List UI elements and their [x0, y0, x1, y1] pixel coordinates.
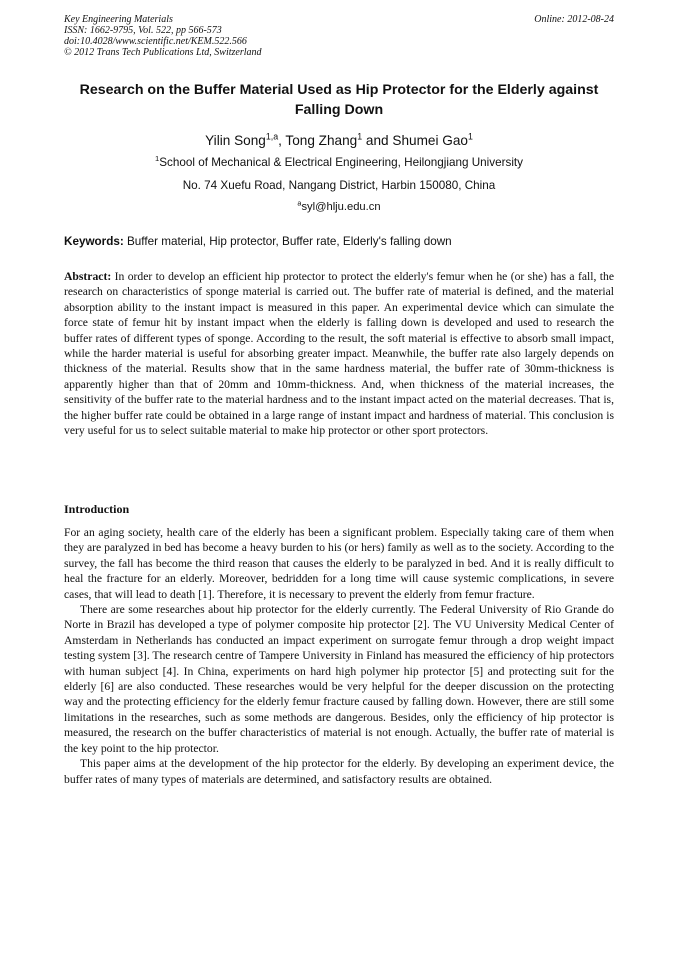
keywords-text: Buffer material, Hip protector, Buffer rate, Elderly's falling down — [123, 235, 452, 248]
abstract — [64, 269, 614, 438]
author-3-sup: 1 — [467, 131, 473, 142]
journal-name: Key Engineering Materials — [64, 14, 173, 25]
abstract-text: In order to develop an efficient hip protector to protect the elderly's femur when he (or she) has a fall, the research on characteristics of sponge material is carried out. The buffer rate of material is defined, and the material absorption ability to the instant impact is measured in this paper. An experimental device which can simulate the force state of femur hit by instant impact when the elderly is falling down is developed and used to research the buffer rates of different types of sponge. According to the result, the soft material is effective to absorb small impact, while the harder material is useful for absorbing greater impact. Meanwhile, the buffer rate also largely depends on thickness of the material. Results show that in the same hardness material, the buffer rate of 30mm-thickness is apparently higher than that of 20mm and 10mm-thickness. And, when thickness of the material increases, the sensitivity of the buffer rate to the material hardness and to the instant impact acted on the material decreases. That is, the higher buffer rate could be obtained in a large range of instant impact and hardness of material. This conclusion is very useful for us to select suitable material to make hip protector or other sport protectors. — [64, 270, 614, 438]
introduction-body — [64, 525, 614, 787]
author-3: and Shumei Gao — [362, 133, 468, 148]
issn-line: ISSN: 1662-9795, Vol. 522, pp 566-573 — [64, 25, 222, 36]
intro-paragraph-2: There are some researches about hip protector for the elderly currently. The Federal University of Rio Grande do Norte in Brazil has developed a type of polymer composite hip protector [2]. The VU University Medical Center of Amsterdam in Netherlands has conducted an impact experiment on surrogate femur through a drop weight impact testing system [3]. The research centre of Tampere University in Finland has measured the efficiency of hip protectors with human subject [4]. In China, experiments on hard high polymer hip protector [5] and protecting suit for the elderly [6] are also conducted. These researches would be very helpful for the deeper discussion on the protecting way and the protecting efficiency for the elderly femur fracture caused by falling down. However, there are still some limitations in the researches, such as some methods are dangerous. Besides, only the efficiency of hip protector is measured, the research on the buffer characteristics of material is not enough. Actually, the buffer rate of material is the key point to the hip protector. — [64, 603, 614, 755]
email-address: syl@hlju.edu.cn — [301, 201, 381, 213]
keywords — [64, 235, 614, 248]
copyright-line: © 2012 Trans Tech Publications Ltd, Switzerland — [64, 47, 262, 58]
intro-paragraph-3: This paper aims at the development of the hip protector for the elderly. By developing an experiment device, the buffer rates of many types of materials are determined, and satisfactory results are obtained. — [64, 757, 614, 786]
email-line — [64, 198, 614, 213]
intro-paragraph-1: For an aging society, health care of the elderly has been a significant problem. Especially taking care of them when they are paralyzed in bed has become a heavy burden to his (or hers) family as well as to the society. According to the survey, the fall has become the third reason that causes the elderly to be paralyzed in bed. And it is really difficult to heal the fracture for an elderly. Moreover, bedridden for a long time will cause systemic complications, in severe cases, that will lead to death [1]. Therefore, it is necessary to prevent the elderly from femur fracture. — [64, 526, 614, 601]
introduction-heading: Introduction — [64, 502, 130, 516]
affiliation-line-1 — [64, 156, 614, 169]
author-2-sup: 1 — [357, 131, 363, 142]
author-2: , Tong Zhang — [278, 133, 358, 148]
email-sup: a — [297, 198, 302, 208]
paper-title: Research on the Buffer Material Used as Hip Protector for the Elderly against Falling Down — [79, 82, 599, 118]
affiliation-text-1: School of Mechanical & Electrical Engineering, Heilongjiang University — [159, 156, 524, 169]
affiliation-line-2: No. 74 Xuefu Road, Nangang District, Harbin 150080, China — [182, 179, 496, 192]
keywords-label: Keywords: — [64, 235, 124, 248]
affiliation-sup: 1 — [154, 154, 160, 164]
publication-header — [64, 14, 262, 58]
abstract-label: Abstract: — [64, 270, 112, 283]
online-date: Online: 2012-08-24 — [534, 14, 614, 25]
author-1: Yilin Song — [205, 133, 266, 148]
author-1-sup: 1,a — [265, 131, 279, 142]
author-line — [64, 133, 614, 148]
doi-line: doi:10.4028/www.scientific.net/KEM.522.566 — [64, 36, 247, 47]
